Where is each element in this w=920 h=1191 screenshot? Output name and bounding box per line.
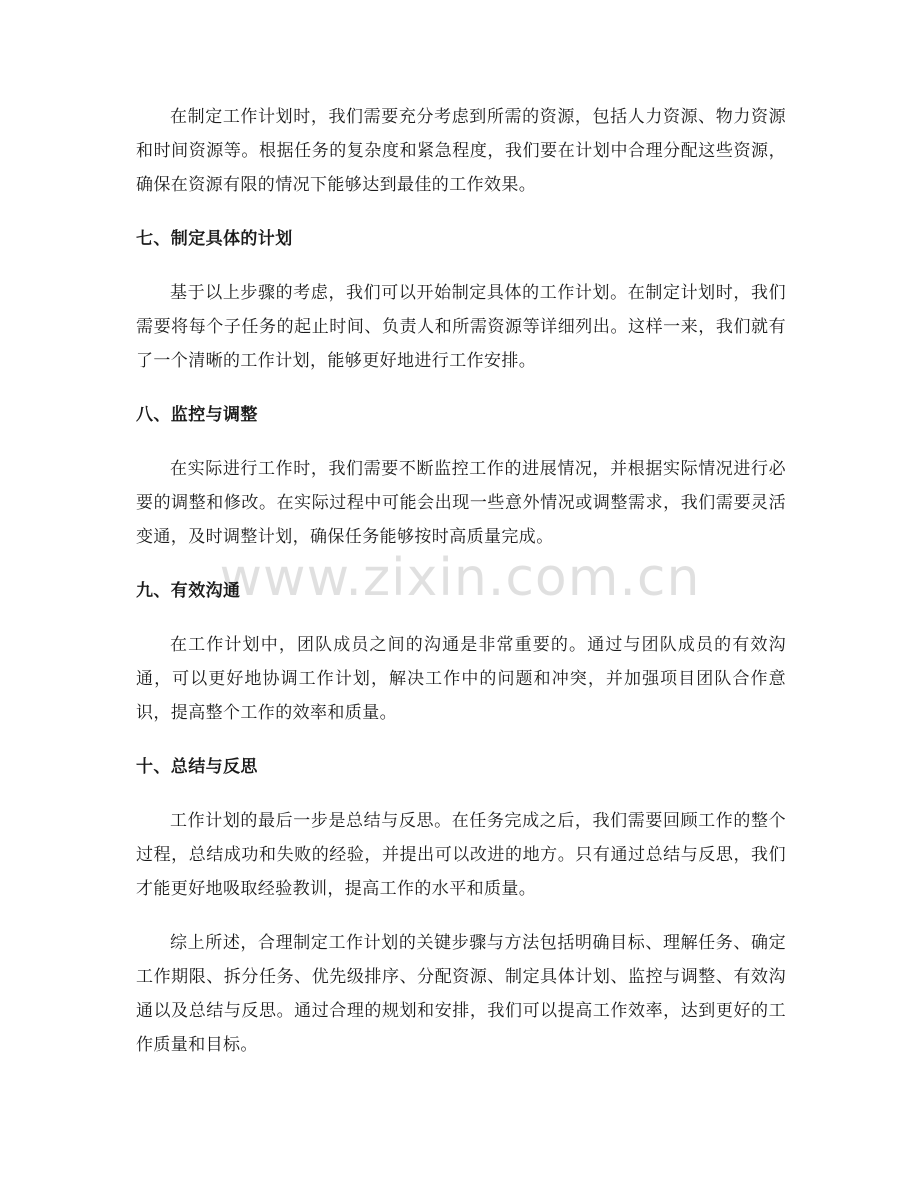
section-heading-10: 十、总结与反思 (136, 757, 258, 777)
section-heading-7: 七、制定具体的计划 (136, 229, 293, 249)
section-heading-8: 八、监控与调整 (136, 405, 258, 425)
paragraph-conclusion: 综上所述，合理制定工作计划的关键步骤与方法包括明确目标、理解任务、确定工作期限、拆分任务、优先级排序、分配资源、制定具体计划、监控与调整、有效沟通以及总结与反思。通过合理的规划和安排，我们可以提高工作效率，达到更好的工作质量和目标。 (136, 933, 786, 1055)
paragraph-monitor-adjust: 在实际进行工作时，我们需要不断监控工作的进展情况，并根据实际情况进行必要的调整和修改。在实际过程中可能会出现一些意外情况或调整需求，我们需要灵活变通，及时调整计划，确保任务能够按时高质量完成。 (136, 459, 786, 547)
section-heading-9: 九、有效沟通 (136, 581, 241, 601)
paragraph-resources: 在制定工作计划时，我们需要充分考虑到所需的资源，包括人力资源、物力资源和时间资源等。根据任务的复杂度和紧急程度，我们要在计划中合理分配这些资源，确保在资源有限的情况下能够达到最佳的工作效果。 (136, 107, 786, 195)
paragraph-specific-plan: 基于以上步骤的考虑，我们可以开始制定具体的工作计划。在制定计划时，我们需要将每个子任务的起止时间、负责人和所需资源等详细列出。这样一来，我们就有了一个清晰的工作计划，能够更好地进行工作安排。 (136, 283, 786, 371)
paragraph-communication: 在工作计划中，团队成员之间的沟通是非常重要的。通过与团队成员的有效沟通，可以更好地协调工作计划，解决工作中的问题和冲突，并加强项目团队合作意识，提高整个工作的效率和质量。 (136, 635, 786, 723)
document-body (136, 100, 786, 1082)
paragraph-summary-reflection: 工作计划的最后一步是总结与反思。在任务完成之后，我们需要回顾工作的整个过程，总结成功和失败的经验，并提出可以改进的地方。只有通过总结与反思，我们才能更好地吸取经验教训，提高工作的水平和质量。 (136, 811, 786, 899)
watermark-text: www.zixin.com.cn (219, 548, 701, 608)
